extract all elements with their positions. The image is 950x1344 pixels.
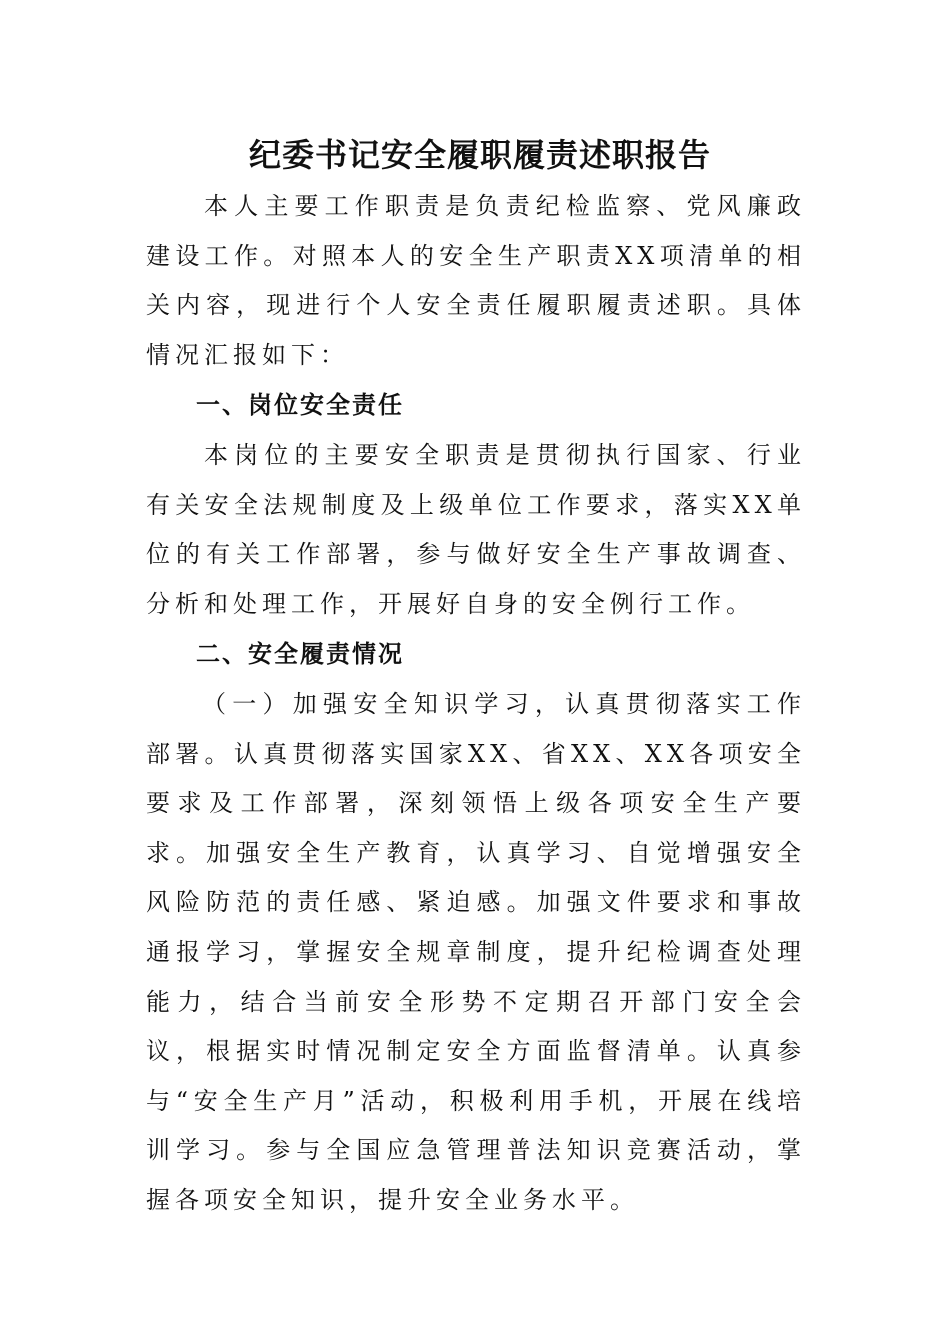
duty-performance-paragraph: （一）加强安全知识学习，认真贯彻落实工作部署。认真贯彻落实国家XX、省XX、XX各项安全要求及工作部署，深刻领悟上级各项安全生产要求。加强安全生产教育，认真学习、自觉增强安全风险防范的责任感、紧迫感。加强文件要求和事故通报学习，掌握安全规章制度，提升纪检调查处理能力，结合当前安全形势不定期召开部门安全会议，根据实时情况制定安全方面监督清单。认真参与“安全生产月”活动，积极利用手机，开展在线培训学习。参与全国应急管理普法知识竞赛活动，掌握各项安全知识，提升安全业务水平。 (146, 689, 806, 1214)
section-heading-post-responsibility: 一、岗位安全责任 (196, 391, 404, 420)
post-responsibility-paragraph: 本岗位的主要安全职责是贯彻执行国家、行业有关安全法规制度及上级单位工作要求，落实XX单位的有关工作部署，参与做好安全生产事故调查、分析和处理工作，开展好自身的安全例行工作。 (146, 440, 806, 618)
document-body (146, 128, 806, 1225)
section-heading-duty-performance: 二、安全履责情况 (196, 640, 404, 669)
document-title: 纪委书记安全履职履责述职报告 (248, 136, 711, 174)
intro-paragraph: 本人主要工作职责是负责纪检监察、党风廉政建设工作。对照本人的安全生产职责XX项清单的相关内容，现进行个人安全责任履职履责述职。具体情况汇报如下： (146, 192, 806, 369)
